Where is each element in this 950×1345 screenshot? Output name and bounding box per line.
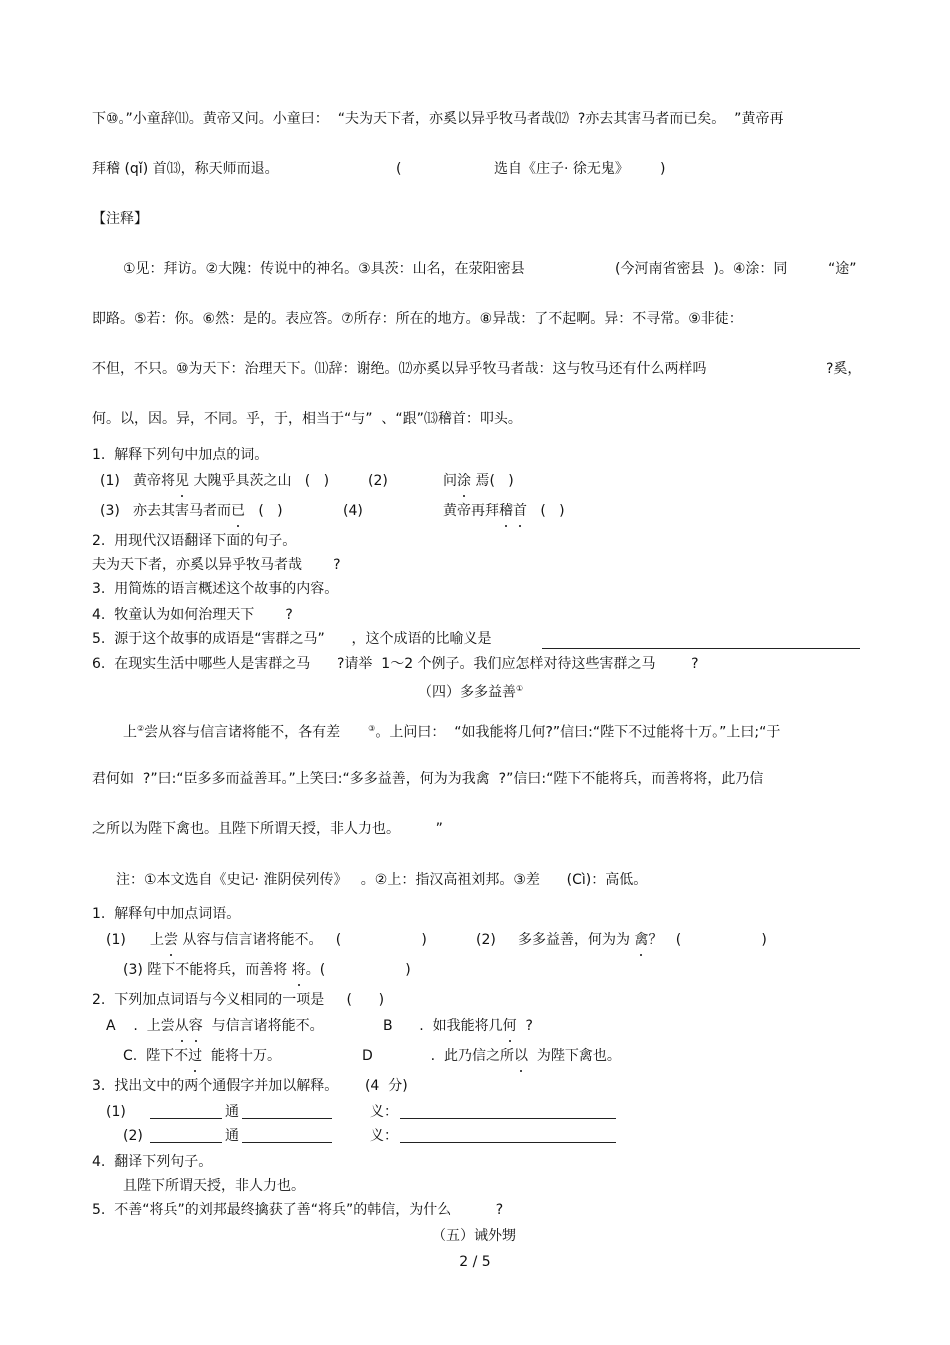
s3-question-1: 1. 解释下列句中加点的词。 [92,447,269,463]
story3-source-open: ( [396,161,402,177]
story3-paragraph-line2: 拜稽 (qǐ) 首⒀，称天师而退。 [92,161,279,177]
s3-question-4: 4. 牧童认为如何治理天下 ? [92,607,293,623]
s3-question-2: 2. 用现代汉语翻译下面的句子。 [92,533,297,549]
emphasis-dot-char: 尝 [164,932,178,948]
s4-q1-item2: 多多益善，何为为 禽？ ( ) [518,932,767,948]
s3-question-2-sentence: 夫为天下者，亦奚以异乎牧马者哉 ? [92,557,341,573]
s3-q1-item3: 亦去其害马者而已 ( ) [133,503,283,519]
answer-blank-line[interactable] [400,1104,616,1119]
story3-source-close: ) [660,161,666,177]
s4-question-4: 4. 翻译下列句子。 [92,1154,213,1170]
emphasis-dot-char: 将 [291,962,306,978]
answer-blank-line[interactable] [242,1128,332,1143]
story3-paragraph-line1: 下⑩。”小童辞⑾。黄帝又问。小童曰： “夫为天下者，亦奚以异乎牧马者哉⑿ ?亦去其害马者而已矣。 ”黄帝再 [92,111,784,127]
notes-heading: 【注释】 [92,211,148,227]
s4-q3-row1-yi: 义： [370,1104,398,1120]
s4-q3-row1-tong: 通 [225,1104,239,1120]
answer-blank-line[interactable] [150,1128,222,1143]
s4-question-1: 1. 解释句中加点词语。 [92,906,241,922]
s4-q3-row2-yi: 义： [370,1128,398,1144]
s4-q3-row2-tong: 通 [225,1128,239,1144]
s4-question-5: 5. 不善“将兵”的刘邦最终擒获了善“将兵”的韩信，为什么 ? [92,1202,504,1218]
story4-paragraph-line2: 君何如 ?”曰:“臣多多而益善耳。”上笑曰:“多多益善，何为为我禽 ?”信曰:“陛下不能将兵，而善将将，此乃信 [92,771,764,787]
s4-q2-option-d: D . 此乃信之所以 为陛下禽也。 [362,1048,621,1064]
note-line3: 不但，不只。⑩为天下：治理天下。⑾辞：谢绝。⑿亦奚以异乎牧马者哉：这与牧马还有什么两样吗 [92,361,707,377]
emphasis-dot-char: 涂 [457,473,471,489]
note-line3b: ?奚， [826,361,862,377]
s3-q1-item4: 黄帝再拜稽首 ( ) [443,503,565,519]
s4-q3-row1-num: (1) [106,1104,126,1120]
answer-blank-line[interactable] [242,1104,332,1119]
s3-q1-item3-num: (3) [100,503,120,519]
answer-blank-line[interactable] [150,1104,222,1119]
emphasis-dot-char: 见 [175,473,189,489]
emphasis-dot-char: 稽 [499,503,513,519]
s3-q1-item4-num: (4) [343,503,363,519]
story4-note: 注：①本文选自《史记· 淮阴侯列传》 。②上：指汉高祖刘邦。③差 (Cì)：高低。 [116,872,648,888]
s4-q2-option-b: B . 如我能将几何 ? [383,1018,533,1034]
s3-question-5: 5. 源于这个故事的成语是“害群之马” ，这个成语的比喻义是 [92,631,492,647]
note-line2: 即路。⑤若：你。⑥然：是的。表应答。⑦所存：所在的地方。⑧异哉：了不起啊。异：不寻常。⑨非徒： [92,311,743,327]
answer-blank-line[interactable] [400,1128,616,1143]
answer-blank-line[interactable] [542,634,860,649]
s4-q3-row2-num: (2) [123,1128,143,1144]
story4-paragraph-line3: 之所以为陛下禽也。且陛下所谓天授，非人力也。 ” [92,821,443,837]
note-line1c: “途” [828,261,857,277]
s4-q1-item1: 上尝 从容与信言诸将能不。 ( ) [150,932,427,948]
s3-q1-item1-num: (1) [100,473,120,489]
emphasis-dot-char: 已 [231,503,245,519]
s4-q1-item1-num: (1) [106,932,126,948]
s4-q2-option-c: C. 陛下不过 能将十万。 [123,1048,282,1064]
emphasis-dot-char: 首 [513,503,527,519]
s4-q2-option-a: A . 上尝从容 与信言诸将能不。 [106,1018,324,1034]
s4-question-4-sentence: 且陛下所谓天授，非人力也。 [123,1178,305,1194]
note-line4: 何。以，因。异，不同。乎，于，相当于“与” 、“跟”⒀稽首：叩头。 [92,411,522,427]
s3-q1-item2: 问涂 焉( ) [443,473,514,489]
note-line1: ①见：拜访。②大隗：传说中的神名。③具茨：山名，在荥阳密县 [123,261,525,277]
page-number: 2 / 5 [459,1254,491,1270]
emphasis-dot-char: 以 [513,1048,528,1064]
s3-q1-item2-num: (2) [368,473,388,489]
s4-q1-item2-num: (2) [476,932,496,948]
story4-paragraph-line1: 上②尝从容与信言诸将能不，各有差 ③。上问曰： “如我能将几何?”信曰:“陛下不过能将十万。”上曰;“于 [123,724,781,741]
story5-title: （五）诫外甥 [432,1228,516,1244]
emphasis-dot-char: 从 [174,1018,189,1034]
s3-question-6: 6. 在现实生活中哪些人是害群之马 ?请举 1～2 个例子。我们应怎样对待这些害群之马 ? [92,656,699,672]
story4-title: （四）多多益善① [418,684,524,701]
s3-q1-item1: 黄帝将见 大隗乎具茨之山 ( ) [133,473,330,489]
emphasis-dot-char: 禽 [634,932,649,948]
note-line1b: (今河南省密县 )。④涂：同 [615,261,788,277]
emphasis-dot-char: 何 [502,1018,517,1034]
s3-question-3: 3. 用简炼的语言概述这个故事的内容。 [92,581,339,597]
emphasis-dot-char: 过 [188,1048,203,1064]
s4-question-2: 2. 下列加点词语与今义相同的一项是 ( ) [92,992,385,1008]
s4-q1-item3: (3) 陛下不能将兵，而善将 将。( ) [123,962,411,978]
s4-question-3: 3. 找出文中的两个通假字并加以解释。 (4 分) [92,1078,408,1094]
emphasis-dot-char: 容 [188,1018,203,1034]
story3-source: 选自《庄子· 徐无鬼》 [494,161,629,177]
